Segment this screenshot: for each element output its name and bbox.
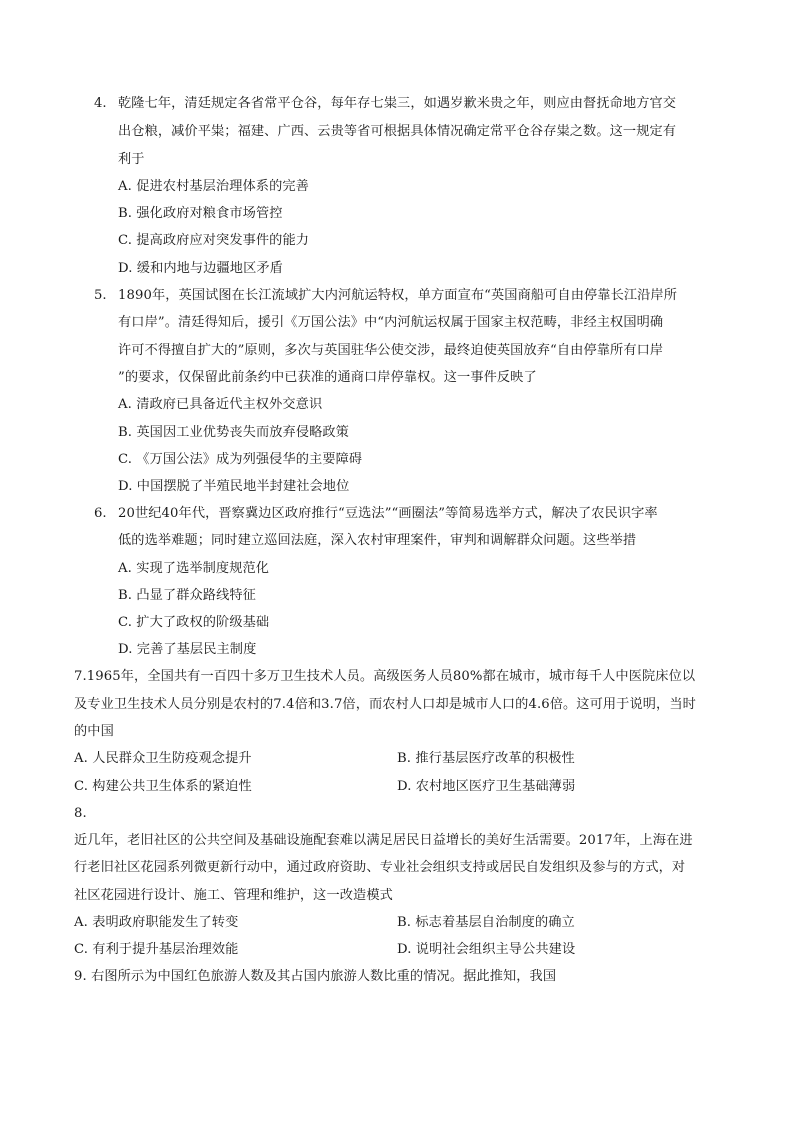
question-stem-line: 出仓粮，减价平粜；福建、广西、云贵等省可根据具体情况确定常平仓谷存粜之数。这一规定有: [118, 124, 677, 139]
option-b: B. 标志着基层自治制度的确立: [397, 915, 575, 930]
question-stem-line: ”的要求，仅保留此前条约中已获准的通商口岸停靠权。这一事件反映了: [118, 370, 537, 385]
question-stem-line: 乾隆七年，清廷规定各省常平仓谷，每年存七粜三，如遇岁歉米贵之年，则应由督抚命地方官交: [118, 96, 677, 111]
option-d: D. 农村地区医疗卫生基础薄弱: [397, 779, 576, 794]
question-stem-line: 的中国: [74, 724, 114, 739]
option-b: B. 英国因工业优势丧失而放弃侵略政策: [118, 425, 349, 440]
option-c: C. 扩大了政权的阶级基础: [118, 615, 270, 630]
option-c: C. 有利于提升基层治理效能: [74, 942, 239, 957]
option-b: B. 强化政府对粮食市场管控: [118, 206, 283, 221]
question-stem-line: 低的选举难题；同时建立巡回法庭，深入农村审理案件，审判和调解群众问题。这些举措: [118, 533, 637, 548]
question-stem-line: 7.1965年，全国共有一百四十多万卫生技术人员。高级医务人员80%都在城市，城市每千人中医院床位以: [74, 669, 696, 684]
option-d: D. 中国摆脱了半殖民地半封建社会地位: [118, 479, 350, 494]
option-a: A. 实现了选举制度规范化: [118, 561, 270, 576]
option-a: A. 促进农村基层治理体系的完善: [118, 179, 309, 194]
option-a: A. 清政府已具备近代主权外交意识: [118, 397, 323, 412]
question-number: 4.: [94, 96, 107, 111]
question-stem-line: 9. 右图所示为中国红色旅游人数及其占国内旅游人数比重的情况。据此推知，我国: [74, 969, 557, 984]
question-number: 8.: [74, 806, 87, 821]
question-stem-line: 20世纪40年代，晋察冀边区政府推行“豆选法”“画圈法”等简易选举方式，解决了农民识字率: [118, 506, 658, 521]
question-stem-line: 社区花园进行设计、施工、管理和维护，这一改造模式: [74, 888, 393, 903]
question-number: 6.: [94, 506, 107, 521]
question-stem-line: 及专业卫生技术人员分别是农村的7.4倍和3.7倍，而农村人口却是城市人口的4.6倍。这可用于说明，当时: [74, 697, 696, 712]
question-stem-line: 有口岸”。清廷得知后，援引《万国公法》中“内河航运权属于国家主权范畴，非经主权国明确: [118, 315, 664, 330]
question-number: 5.: [94, 288, 107, 303]
option-c: C. 提高政府应对突发事件的能力: [118, 233, 310, 248]
option-d: D. 完善了基层民主制度: [118, 642, 257, 657]
option-a: A. 表明政府职能发生了转变: [74, 915, 239, 930]
option-b: B. 凸显了群众路线特征: [118, 588, 256, 603]
question-stem-line: 利于: [118, 152, 145, 167]
option-d: D. 说明社会组织主导公共建设: [397, 942, 576, 957]
question-stem-line: 行老旧社区花园系列微更新行动中，通过政府资助、专业社会组织支持或居民自发组织及参与的方式，对: [74, 860, 686, 875]
option-c: C. 《万国公法》成为列强侵华的主要障碍: [118, 452, 363, 467]
question-stem-line: 近几年，老旧社区的公共空间及基础设施配套难以满足居民日益增长的美好生活需要。2017年，上海在进: [74, 833, 693, 848]
option-a: A. 人民群众卫生防疫观念提升: [74, 751, 252, 766]
option-c: C. 构建公共卫生体系的紧迫性: [74, 779, 252, 794]
option-d: D. 缓和内地与边疆地区矛盾: [118, 261, 283, 276]
option-b: B. 推行基层医疗改革的积极性: [397, 751, 575, 766]
question-stem-line: 许可不得擅自扩大的”原则，多次与英国驻华公使交涉，最终迫使英国放弃“自由停靠所有口岸: [118, 343, 664, 358]
question-stem-line: 1890年，英国试图在长江流域扩大内河航运特权，单方面宣布“英国商船可自由停靠长江沿岸所: [118, 288, 678, 303]
